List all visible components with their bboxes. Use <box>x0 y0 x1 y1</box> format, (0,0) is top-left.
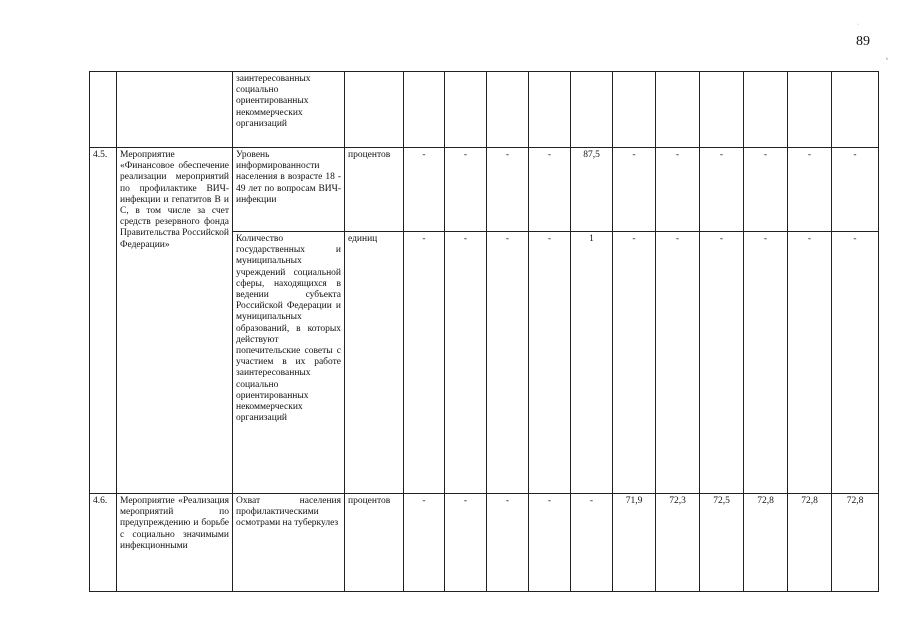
table-row-continuation <box>90 72 879 148</box>
cell-value: - <box>404 494 445 592</box>
scan-speck-side: ˛ <box>886 51 889 60</box>
table-row-4-5-a <box>90 148 879 232</box>
cell-value: - <box>700 232 744 494</box>
cell-value: - <box>445 148 487 232</box>
page-number: 89 <box>856 34 870 49</box>
table-row-4-6 <box>90 494 879 592</box>
cell-value: - <box>404 148 445 232</box>
cell-value: - <box>487 148 529 232</box>
cell-value: - <box>529 232 571 494</box>
cell-value: - <box>832 232 879 494</box>
cell-value: 71,9 <box>613 494 656 592</box>
scan-speck: · <box>857 22 859 28</box>
cell-value: 72,8 <box>832 494 879 592</box>
cell-value: - <box>744 232 788 494</box>
cell-value: - <box>529 148 571 232</box>
cell-value: - <box>445 494 487 592</box>
cell-value: 72,8 <box>788 494 832 592</box>
indicators-table <box>89 71 879 592</box>
cell-value: - <box>700 148 744 232</box>
cell-num <box>90 72 117 148</box>
cell-value: - <box>404 232 445 494</box>
cell-value: - <box>487 494 529 592</box>
cell-value: - <box>744 148 788 232</box>
cell-value: - <box>788 148 832 232</box>
cell-unit <box>345 72 404 148</box>
cell-num: 4.6. <box>90 494 117 592</box>
cell-value: - <box>445 232 487 494</box>
cell-measure: Мероприятие «Финансовое обеспечение реализации мероприятий по профилактике ВИЧ-инфекции и гепатитов В и С, в том числе за счет средств резервного фонда Правительства Российской Федерации» <box>117 148 233 494</box>
cell-value: 87,5 <box>571 148 613 232</box>
cell-indicator: Охват населения профилактическими осмотрами на туберкулез <box>233 494 345 592</box>
cell-value: - <box>613 148 656 232</box>
cell-value: - <box>529 494 571 592</box>
cell-indicator: Количество государственных и муниципальных учреждений социальной сферы, находящихся в ведении субъекта Российской Федерации и муниципальных образований, в которых действуют попечительские советы с участием в их работе заинтересованных социально ориентированных некоммерческих организаций <box>233 232 345 494</box>
cell-value: 72,3 <box>656 494 700 592</box>
cell-value: 72,8 <box>744 494 788 592</box>
cell-value: - <box>571 494 613 592</box>
cell-indicator: заинтересованных социально ориентированных некоммерческих организаций <box>233 72 345 148</box>
cell-value: - <box>656 232 700 494</box>
cell-value: 72,5 <box>700 494 744 592</box>
cell-value: - <box>613 232 656 494</box>
cell-value: - <box>487 232 529 494</box>
cell-value: - <box>656 148 700 232</box>
cell-indicator: Уровень информированности населения в возрасте 18 - 49 лет по вопросам ВИЧ-инфекции <box>233 148 345 232</box>
cell-unit: процентов <box>345 148 404 232</box>
cell-value: - <box>832 148 879 232</box>
cell-num: 4.5. <box>90 148 117 494</box>
cell-unit: процентов <box>345 494 404 592</box>
cell-value: - <box>788 232 832 494</box>
cell-value: 1 <box>571 232 613 494</box>
cell-unit: единиц <box>345 232 404 494</box>
cell-measure <box>117 72 233 148</box>
cell-measure: Мероприятие «Реализация мероприятий по предупреждению и борьбе с социально значимыми инфекционными <box>117 494 233 592</box>
